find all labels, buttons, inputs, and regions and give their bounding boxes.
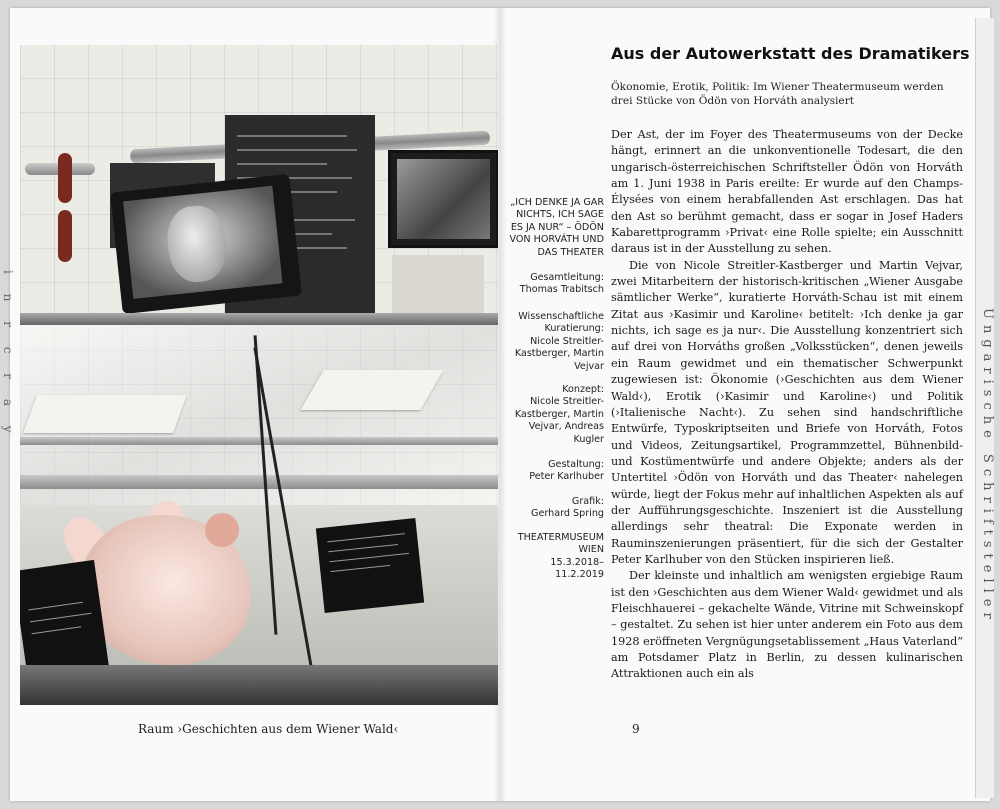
credit-4 (508, 459, 604, 490)
credit-3 (508, 384, 604, 452)
body-paragraph: Der Ast, der im Foyer des Theatermuseums von der Decke hängt, erinnert an die unkonventionelle Todesart, die den ungarisch-österreichischen Schriftsteller Ödön von Horváth am 1. Juni 1938 in Paris ereilte: Er wurde auf den Champs-Élysées von einem herabfallenden Ast erschlagen. Das hat den Ast so berühmt gemacht, dass er sogar in Josef Haders Kabarettprogramm ›Privat‹ eine Rolle spielte; ein Ausschnitt daraus ist in der Ausstellung zu sehen. (611, 128, 963, 256)
venue (508, 532, 604, 588)
sidebar-intro (508, 197, 604, 265)
pig-snout (205, 513, 239, 547)
vitrine-shelf (20, 437, 498, 445)
venue-dates: 15.3.2018–11.2.2019 (550, 556, 604, 581)
exhibit-document (23, 395, 187, 433)
credit-5 (508, 496, 604, 527)
hanging-sausage (58, 210, 72, 262)
tablet-screen (123, 186, 282, 299)
credit-role: Gesamtleitung: (530, 272, 604, 283)
credit-1 (508, 272, 604, 303)
vitrine-shelf (20, 475, 498, 489)
body-paragraph: Der kleinste und inhaltlich am wenigsten ergiebige Raum ist den ›Geschichten aus dem Wiener Wald‹ gewidmet und als Fleischhauerei – gekachelte Wände, Vitrine mit Schweinskopf – gestaltet. Zu sehen ist hier unter anderem ein Foto aus dem 1928 eröffneten Vergnügungsetablissement „Haus Vaterland“ am Potsdamer Platz in Berlin, zu dessen kulinarischen Attraktionen auch ein als (611, 569, 963, 681)
venue-name: THEATERMUSEUM WIEN (517, 532, 604, 556)
exhibit-document (300, 370, 443, 410)
framed-photograph (388, 150, 498, 248)
credit-names: Nicole Streitler-Kastberger, Martin Vejvar, Andreas Kugler (514, 396, 604, 445)
article-body (611, 127, 963, 683)
photo-caption: Raum ›Geschichten aus dem Wiener Wald‹ (138, 722, 399, 736)
credit-names: Gerhard Spring (531, 508, 604, 520)
exhibit-sign (316, 518, 424, 613)
previous-page-edge-text: i n r c r a y (1, 270, 15, 441)
vitrine-top-rail (20, 313, 498, 325)
exhibit-sign-left (20, 560, 109, 680)
credit-names: Peter Karlhuber (529, 471, 604, 483)
credit-names: Nicole Streitler-Kastberger, Martin Vejvar (514, 335, 604, 372)
hanging-sausage (58, 153, 72, 203)
next-page-edge-text: Ungarische Schriftsteller (980, 308, 995, 625)
video-face (164, 203, 230, 285)
page-number: 9 (632, 722, 640, 736)
previous-page-edge (0, 250, 15, 580)
credit-2 (508, 311, 604, 379)
credit-role: Gestaltung: (548, 459, 604, 470)
credit-role: Grafik: (571, 496, 604, 507)
article-title: Aus der Autowerkstatt des Dramatikers (611, 44, 970, 63)
body-paragraph: Die von Nicole Streitler-Kastberger und Martin Vejvar, zwei Mitarbeitern der historisch-kritischen „Wiener Ausgabe sämtlicher Werke“, kuratierte Horváth-Schau ist mit einem Zitat aus ›Kasimir und Karoline‹ betitelt: ›Ich denke ja gar nichts, ich sage es ja nur‹. Die Ausstellung konzentriert sich auf drei von Horváths großen „Volksstücken“, denen jeweils ein Raum gewidmet und ein thematischer Schwerpunkt zugewiesen ist: Ökonomie (›Geschichten aus dem Wiener Wald‹), Erotik (›Kasimir und Karoline‹) und Politik (›Italienische Nacht‹). Zu sehen sind handschriftliche Entwürfe, Typoskriptseiten und Briefe von Horváth, Fotos und Videos, Zeitungsartikel, Programmzettel, Bühnenbild- und Kostümentwürfe und andere Objekte; anders als der Untertitel ›Ödön von Horváth und das Theater‹ nahelegen würde, liegt der Fokus mehr auf inhaltlichen Aspekten als auf der Aufführungsgeschichte. Inszeniert ist die Ausstellung allerdings sehr theatral: Die Exponate werden in Rauminszenierungen präsentiert, für die sich der Gestalter Peter Karlhuber von den Stücken inspirieren ließ. (611, 258, 963, 566)
credit-role: Konzept: (562, 384, 604, 395)
exhibition-title: „ICH DENKE JA GAR NICHTS, ICH SAGE ES JA NUR“ – ÖDÖN VON HORVÁTH UND DAS THEATER (509, 197, 604, 258)
next-page-edge (975, 18, 994, 798)
article-lead: Ökonomie, Erotik, Politik: Im Wiener Theatermuseum werden drei Stücke von Ödön von Horváth analysiert (611, 81, 944, 107)
exhibition-photo (20, 45, 498, 705)
credit-names: Thomas Trabitsch (519, 284, 604, 296)
vitrine-base (20, 665, 498, 705)
credit-role: Wissenschaftliche Kuratierung: (518, 311, 604, 335)
video-tablet (110, 174, 302, 314)
